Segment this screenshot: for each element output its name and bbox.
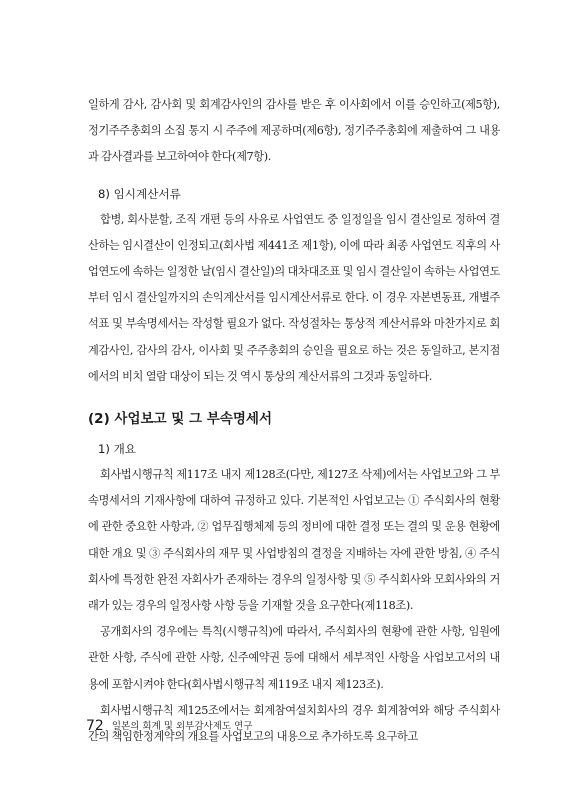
running-title: 일본의 회계 및 외부감사제도 연구 [111,721,253,732]
paragraph-business-report-overview: 회사법시행규칙 제117조 내지 제128조(다만, 제127조 삭제)에서는 사업보고와 그 부속명세서의 기재사항에 대하여 규정하고 있다. 기본적인 사업보고는 ① 주식회사의 현황에 관한 중요한 사항과, ② 업무집행체제 등의 정비에 대한 결정 또는 결의 및 운용 현황에 대한 개요 및 ③ 주식회사의 재무 및 사업방침의 결정을 지배하는 자에 관한 방침, ④ 주식회사에 특정한 완전 자회사가 존재하는 경우의 일정사항 및 ⑤ 주식회사와 모회사와의 거래가 있는 경우의 일정사항 사항 등을 기재할 것을 요구한다(제118조). [88,468,500,613]
subheading-overview: 1) 개요 [98,442,136,457]
paragraph-public-company-rules: 공개회사의 경우에는 특칙(시행규칙)에 따라서, 주식회사의 현황에 관한 사항, 임원에 관한 사항, 주식에 관한 사항, 신주예약권 등에 대해서 세부적인 사항을 사업보고서의 내용에 포함시켜야 한다(회사법시행규칙 제119조 내지 제123조). [88,625,500,691]
page-body [88,92,500,750]
paragraph-interim-statements: 합병, 회사분할, 조직 개편 등의 사유로 사업연도 중 일정일을 임시 결산일로 정하여 결산하는 임시결산이 인정되고(회사법 제441조 제1항), 이에 따라 최종 사업연도 직후의 사업연도에 속하는 일정한 날(임시 결산일)의 대차대조표 및 임시 결산일이 속하는 사업연도부터 임시 결산일까지의 손익계산서를 임시계산서류로 한다. 이 경우 자본변동표, 개별주석표 및 부속명세서는 작성할 필요가 없다. 작성절차는 통상적 계산서류와 마찬가지로 회계감사인, 감사의 감사, 이사회 및 주주총회의 승인을 필요로 하는 것은 동일하고, 본지점에서의 비치 열람 대상이 되는 것 역시 통상의 계산서류의 그것과 동일하다. [88,212,500,383]
section-heading-business-report: (2) 사업보고 및 그 부속명세서 [88,411,272,428]
page-number: 72 [86,718,104,734]
subheading-interim-statements: 8) 임시계산서류 [98,186,181,201]
paragraph-accounting-advisor: 회사법시행규칙 제125조에서는 회계참여설치회사의 경우 회계참여와 해당 주식회사 간의 책임한정계약의 개요를 사업보고의 내용으로 추가하도록 요구하고 [88,703,500,744]
page-footer [86,718,252,734]
paragraph-audit-approval: 일하게 감사, 감사회 및 회계감사인의 감사를 받은 후 이사회에서 이를 승인하고(제5항), 정기주주총회의 소집 통지 시 주주에 제공하며(제6항), 정기주주총회에 제출하여 그 내용과 감사결과를 보고하여야 한다(제7항). [88,98,500,164]
